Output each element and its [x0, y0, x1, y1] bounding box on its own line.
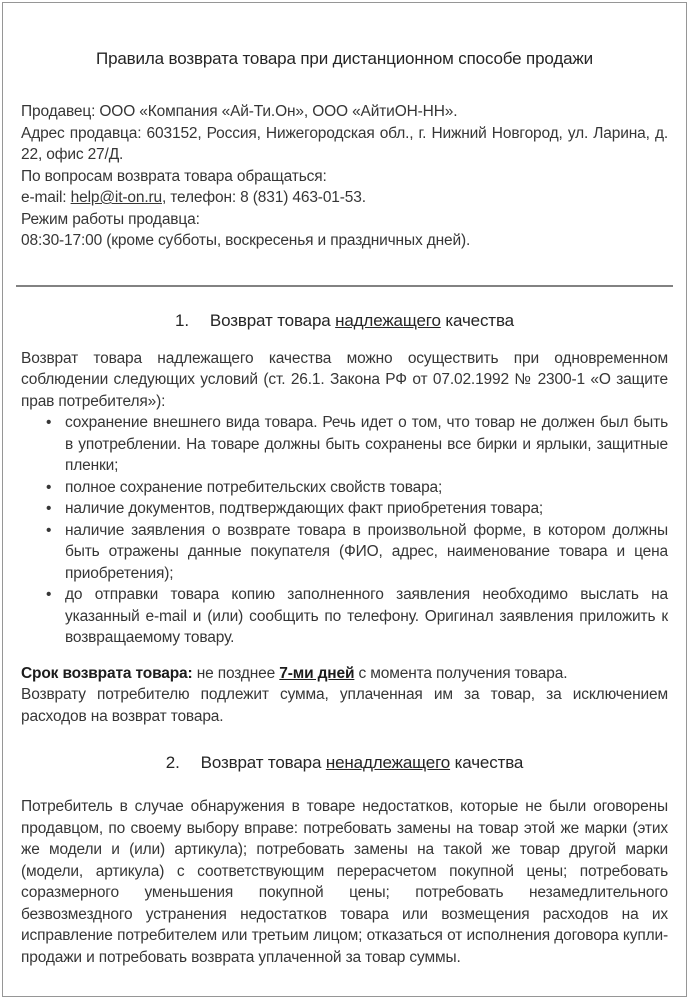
section-divider: [16, 285, 673, 287]
document-content: [3, 48, 686, 968]
return-term-mid: не позднее: [192, 664, 280, 682]
contact-intro-line: По вопросам возврата товара обращаться:: [21, 167, 327, 185]
seller-info-block: [21, 101, 668, 252]
conditions-list: [21, 412, 668, 649]
section-2-body: Потребитель в случае обнаружения в товаре недостатков, которые не были оговорены продавцом, по своему выбору вправе: потребовать замены на товар этой же марки (этих же модели и (или) артикула); потребовать замены на такой же товар другой марки (модели, артикула) с соответствующим перерасчетом покупной цены; потребовать соразмерного уменьшения покупной цены; потребовать незамедлительного безвозмездного устранения недостатков товара или возмещения расходов на их исправление потребителем или третьим лицом; отказаться от исполнения договора купли-продажи и потребовать возврата уплаченной за товар суммы.: [21, 798, 668, 966]
section-1-title-post: качества: [440, 310, 514, 330]
section-1-title-underlined: надлежащего: [335, 310, 441, 330]
return-term-label: Срок возврата товара:: [21, 664, 193, 682]
phone-text: , телефон: 8 (831) 463-01-53.: [161, 189, 366, 206]
section-2-heading: [21, 751, 668, 774]
schedule-label: Режим работы продавца:: [21, 210, 200, 228]
return-term-post: с момента получения товара.: [354, 664, 568, 682]
section-1-intro: Возврат товара надлежащего качества можно осуществить при одновременном соблюдении следующих условий (ст. 26.1. Закона РФ от 07.02.1992 № 2300-1 «О защите прав потребителя»):: [21, 349, 668, 410]
section-1-title-pre: Возврат товара: [209, 310, 336, 330]
email-link[interactable]: help@it-on.ru: [70, 189, 162, 206]
condition-item: • наличие заявления о возврате товара в произвольной форме, в котором должны быть отражены данные покупателя (ФИО, адрес, наименование товара и цена приобретения);: [21, 520, 668, 585]
seller-address-line: Адрес продавца: 603152, Россия, Нижегородская обл., г. Нижний Новгород, ул. Ларина, д. 22, офис 27/Д.: [21, 124, 668, 163]
section-1-number: 1.: [175, 310, 189, 330]
section-2-title-underlined: ненадлежащего: [325, 753, 451, 772]
document-page: [2, 2, 687, 997]
return-term-line: [21, 663, 668, 685]
refund-note: Возврату потребителю подлежит сумма, уплаченная им за товар, за исключением расходов на возврат товара.: [21, 686, 668, 725]
section-2-title-pre: Возврат товара: [200, 753, 326, 772]
page-title: Правила возврата товара при дистанционном способе продажи: [96, 49, 593, 68]
section-2-number: 2.: [165, 753, 180, 772]
email-label: e-mail:: [21, 189, 71, 206]
condition-item: • сохранение внешнего вида товара. Речь идет о том, что товар не должен был быть в употреблении. На товаре должны быть сохранены все бирки и ярлыки, защитные пленки;: [21, 412, 668, 477]
schedule-value: 08:30-17:00 (кроме субботы, воскресенья и праздничных дней).: [21, 232, 471, 249]
return-term-value: 7-ми дней: [279, 664, 355, 682]
condition-item: • наличие документов, подтверждающих факт приобретения товара;: [21, 498, 668, 520]
condition-item: • до отправки товара копию заполненного заявления необходимо выслать на указанный e-mail и (или) сообщить по телефону. Оригинал заявления приложить к возвращаемому товару.: [21, 584, 668, 649]
condition-item: • полное сохранение потребительских свойств товара;: [21, 477, 668, 499]
section-2-title-post: качества: [450, 753, 524, 772]
return-term-block: [21, 663, 668, 728]
contact-line: [21, 187, 668, 209]
seller-name-line: Продавец: ООО «Компания «Ай-Ти.Он», ООО «АйтиОН-НН».: [21, 103, 458, 120]
section-1-heading: [21, 309, 668, 332]
